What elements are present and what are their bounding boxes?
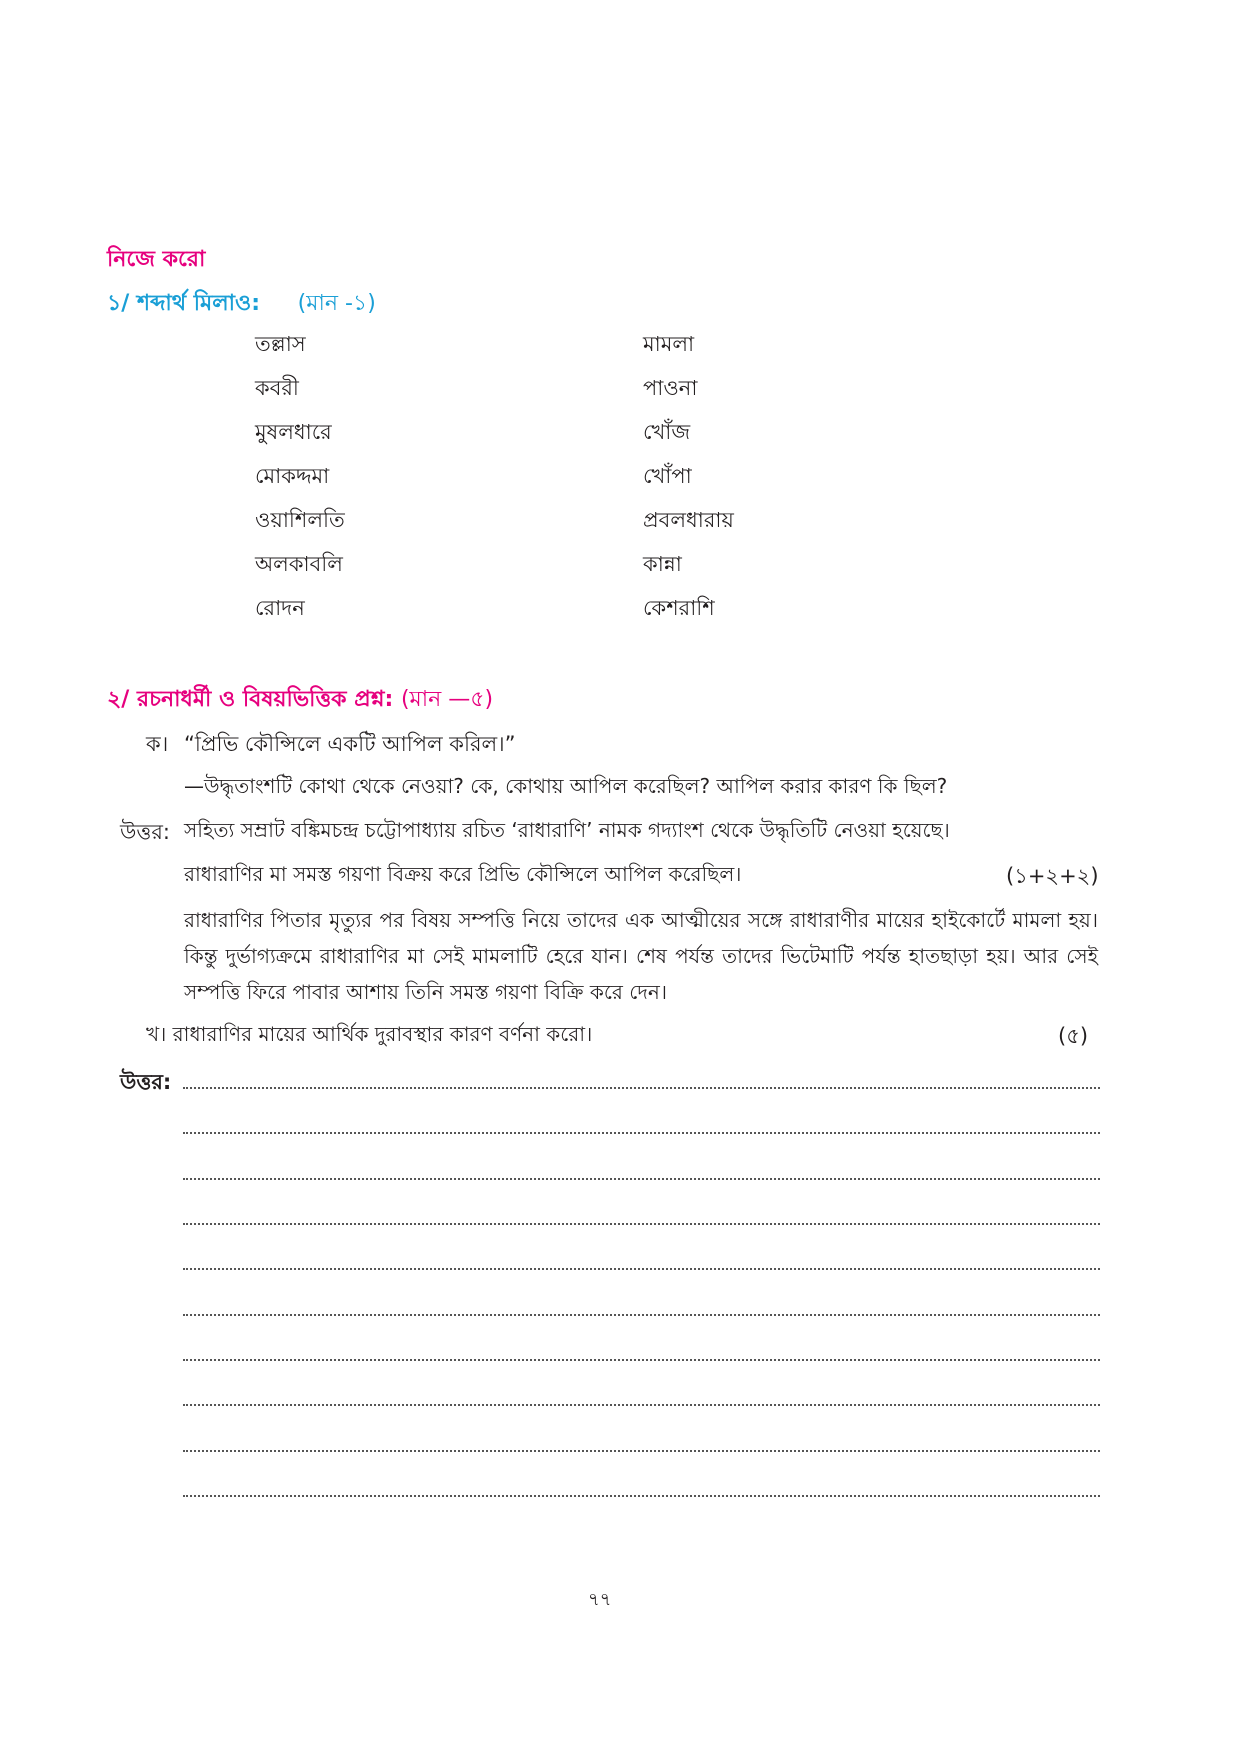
answer-line[interactable] [183, 1357, 1100, 1361]
q2-kha-marks: (৫) [1058, 1024, 1089, 1048]
right-word: মামলা [643, 332, 695, 356]
q2-ka-answer-paragraph: রাধারাণির পিতার মৃত্যুর পর বিষয় সম্পত্তি নিয়ে তাদের এক আত্মীয়ের সঙ্গে রাধারাণীর মায়ের হাইকোর্টে মামলা হয়। কিন্তু দুর্ভাগ্যক্রমে রাধারাণির মা সেই মামলাটি হেরে যান। শেষ পর্যন্ত তাদের ভিটেমাটি পর্যন্ত হাতছাড়া হয়। আর সেই সম্পত্তি ফিরে পাবার আশায় তিনি সমস্ত গয়ণা বিক্রি করে দেন। [184, 908, 1098, 1004]
q2-ka-answer-label: উত্তর: [120, 820, 171, 844]
left-word: মুষলধারে [255, 420, 332, 444]
q2-kha-question [146, 1020, 592, 1053]
left-word: রোদন [255, 596, 305, 620]
answer-line[interactable] [183, 1130, 1100, 1134]
answer-line[interactable] [183, 1402, 1100, 1406]
right-word: পাওনা [643, 376, 698, 400]
q2-label: ২/ রচনাধর্মী ও বিষয়ভিত্তিক প্রশ্ন: [107, 687, 394, 712]
page-number: ৭৭ [588, 1589, 612, 1610]
right-word: খোঁপা [643, 464, 692, 488]
q2-marks: (মান —৫) [400, 687, 494, 712]
left-word: তল্লাস [255, 332, 306, 356]
q1-heading [107, 286, 376, 323]
answer-line[interactable] [183, 1448, 1100, 1452]
answer-line[interactable] [183, 1176, 1100, 1180]
left-word: কবরী [255, 376, 299, 400]
right-word: কান্না [643, 552, 682, 576]
right-word: কেশরাশি [643, 596, 715, 620]
left-word: অলকাবলি [255, 552, 343, 576]
answer-line[interactable] [183, 1221, 1100, 1225]
left-word-column [255, 328, 345, 636]
answer-line[interactable] [183, 1493, 1100, 1497]
answer-line[interactable] [183, 1085, 1100, 1089]
right-word-column [643, 328, 734, 636]
q1-marks: (মান -১) [297, 291, 376, 316]
left-word: মোকদ্দমা [255, 464, 330, 488]
q2-kha-answer-label: উত্তর: [120, 1070, 172, 1094]
section-title: নিজে করো [107, 247, 206, 272]
q2-kha-question-text: রাধারাণির মায়ের আর্থিক দুরাবস্থার কারণ বর্ণনা করো। [172, 1022, 593, 1046]
right-word: খোঁজ [643, 420, 691, 444]
q2-ka-quote: “প্রিভি কৌন্সিলে একটি আপিল করিল।” [184, 732, 516, 756]
q2-kha-label: খ। [146, 1022, 167, 1046]
q2-ka-marks: (১+২+২) [1006, 864, 1099, 888]
left-word: ওয়াশিলতি [255, 508, 345, 532]
right-word: প্রবলধারায় [643, 508, 734, 532]
q1-label: ১/ শব্দার্থ মিলাও: [107, 291, 260, 316]
answer-line[interactable] [183, 1266, 1100, 1270]
q2-ka-answer-line1: সহিত্য সম্রাট বঙ্কিমচন্দ্র চট্টোপাধ্যায় রচিত ‘রাধারাণি’ নামক গদ্যাংশ থেকে উদ্ধৃতিটি নেওয়া হয়েছে। [184, 818, 950, 842]
q2-heading [107, 682, 493, 719]
q2-ka-label: ক। [146, 732, 169, 756]
q2-ka-question: —উদ্ধৃতাংশটি কোথা থেকে নেওয়া? কে, কোথায় আপিল করেছিল? আপিল করার কারণ কি ছিল? [184, 774, 948, 798]
q2-ka-answer-line2: রাধারাণির মা সমস্ত গয়ণা বিক্রয় করে প্রিভি কৌন্সিলে আপিল করেছিল। [184, 862, 742, 886]
answer-line[interactable] [183, 1312, 1100, 1316]
